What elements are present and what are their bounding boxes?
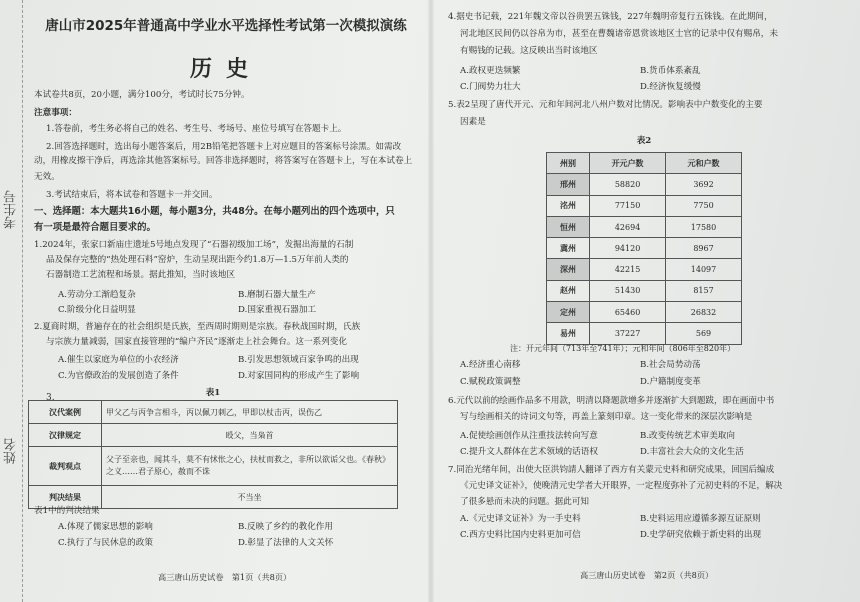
table-cell: 77150 bbox=[590, 195, 666, 216]
page-fold bbox=[428, 0, 434, 602]
table-row bbox=[29, 424, 398, 447]
q1-stem: 石器制造工艺流程和场景。据此推知，当时该地区 bbox=[46, 270, 236, 280]
table-cell: 甲父乙与丙争言相斗，丙以佩刀刺乙，甲即以杖击丙，误伤乙 bbox=[102, 401, 398, 424]
note-line: 无效。 bbox=[34, 172, 60, 182]
q2-option-a[interactable]: A.催生以家庭为单位的小农经济 bbox=[58, 355, 179, 365]
table2 bbox=[546, 152, 742, 345]
table-cell: 58820 bbox=[590, 174, 666, 195]
table2-caption: 表2 bbox=[636, 136, 652, 146]
q1-option-a[interactable]: A.劳动分工渐趋复杂 bbox=[58, 290, 136, 300]
q4-option-c[interactable]: C.门阀势力壮大 bbox=[460, 82, 521, 92]
table-row bbox=[29, 447, 398, 486]
table-cell: 殴父，当枭首 bbox=[102, 424, 398, 447]
q2-option-d[interactable]: D.对家国同构的形成产生了影响 bbox=[238, 371, 360, 381]
q5-option-c[interactable]: C.赋税政策调整 bbox=[460, 377, 521, 387]
table1 bbox=[28, 400, 398, 509]
table-cell: 父子至亲也，闻其斗，莫不有怵怅之心，扶杖而救之，非所以欲诟父也。《春秋》之义……君子原心，赦而不诛 bbox=[102, 447, 398, 486]
table-cell: 裁判观点 bbox=[29, 447, 102, 486]
q7-option-a[interactable]: A.《元史译文证补》为一手史料 bbox=[460, 514, 581, 524]
table-header-row bbox=[547, 153, 742, 174]
q5-stem: 5.表2呈现了唐代开元、元和年间河北八州户数对比情况。影响表中户数变化的主要 bbox=[448, 100, 763, 110]
q7-option-d[interactable]: D.史学研究依赖于新史料的出现 bbox=[640, 530, 762, 540]
q2-option-c[interactable]: C.为官僚政治的发展创造了条件 bbox=[58, 371, 179, 381]
table-cell: 14097 bbox=[666, 259, 742, 280]
table-cell: 42215 bbox=[590, 259, 666, 280]
right-page bbox=[440, 0, 848, 602]
section1-heading-cont: 有一项是最符合题目要求的。 bbox=[34, 222, 156, 233]
q4-option-d[interactable]: D.经济恢复缓慢 bbox=[640, 82, 701, 92]
q2-stem: 与宗族力量减弱，国家直接管理的“编户齐民”逐渐走上社会舞台。这一系列变化 bbox=[46, 337, 347, 347]
q3-option-a[interactable]: A.体现了儒家思想的影响 bbox=[58, 522, 153, 532]
table-row bbox=[547, 195, 742, 216]
table-cell: 37227 bbox=[590, 323, 666, 344]
table-row bbox=[547, 302, 742, 323]
q4-option-a[interactable]: A.政权更迭频繁 bbox=[460, 66, 521, 76]
note-line: 1.答卷前，考生务必将自己的姓名、考生号、考场号、座位号填写在答题卡上。 bbox=[46, 124, 347, 134]
q6-option-d[interactable]: D.丰富社会大众的文化生活 bbox=[640, 447, 744, 457]
table-cell: 17580 bbox=[666, 216, 742, 237]
q4-stem: 4.据史书记载，221年魏文帝以谷贵罢五铢钱，227年魏明帝复行五铢钱。在此期间， bbox=[448, 12, 773, 22]
q5-option-b[interactable]: B.社会局势动荡 bbox=[640, 360, 701, 370]
table-cell: 不当坐 bbox=[102, 486, 398, 509]
q3-option-d[interactable]: D.彰显了法律的人文关怀 bbox=[238, 538, 334, 548]
table-row bbox=[547, 323, 742, 344]
table-cell: 汉代案例 bbox=[29, 401, 102, 424]
q6-stem: 写与绘画相关的诗词文句等，再盖上篆刻印章。这一变化带来的深层次影响是 bbox=[460, 412, 753, 422]
q6-option-c[interactable]: C.提升文人群体在艺术领域的话语权 bbox=[460, 447, 598, 457]
q3-number: 3. bbox=[46, 393, 55, 403]
note-line: 3.考试结束后，将本试卷和答题卡一并交回。 bbox=[46, 190, 218, 200]
table2-note: 注：开元年间（713年至741年）；元和年间（806年至820年） bbox=[510, 344, 736, 353]
table-cell: 深州 bbox=[547, 259, 590, 280]
q5-option-d[interactable]: D.户籍制度变革 bbox=[640, 377, 701, 387]
table1-caption: 表1 bbox=[205, 388, 221, 398]
page-footer: 高三唐山历史试卷 第1页（共8页） bbox=[158, 572, 292, 582]
q4-stem: 河北地区民间仍以谷帛为市，甚至在曹魏诸帝恩赏该地区士官的记录中仅有赐帛，未 bbox=[460, 29, 778, 39]
q5-stem: 因素是 bbox=[460, 117, 486, 127]
q3-option-c[interactable]: C.执行了与民休息的政策 bbox=[58, 538, 153, 548]
table-cell: 洺州 bbox=[547, 195, 590, 216]
q2-stem: 2.夏商时期，普遍存在的社会组织是氏族，至西周时期则是宗族。春秋战国时期，氏族 bbox=[34, 322, 361, 332]
table-row bbox=[547, 259, 742, 280]
table-cell: 8157 bbox=[666, 280, 742, 301]
q6-option-a[interactable]: A.促使绘画创作从注重技法转向写意 bbox=[460, 431, 598, 441]
table-row bbox=[547, 280, 742, 301]
table-header-cell: 州别 bbox=[547, 153, 590, 174]
table-cell: 恒州 bbox=[547, 216, 590, 237]
q4-option-b[interactable]: B.货币体系紊乱 bbox=[640, 66, 701, 76]
q4-stem: 有赐钱的记载。这反映出当时该地区 bbox=[460, 46, 598, 56]
note-line: 2.回答选择题时，选出每小题答案后，用2B铅笔把答题卡上对应题目的答案标号涂黑。如需改 bbox=[46, 142, 402, 152]
notes-heading: 注意事项： bbox=[34, 108, 77, 118]
exam-intro: 本试卷共8页，20小题，满分100分，考试时长75分钟。 bbox=[34, 90, 250, 100]
q1-option-b[interactable]: B.磨制石器大量生产 bbox=[238, 290, 316, 300]
name-label: 姓名 bbox=[4, 438, 19, 464]
q7-option-b[interactable]: B.史料运用应遵循多源互证原则 bbox=[640, 514, 761, 524]
table-cell: 定州 bbox=[547, 302, 590, 323]
table-cell: 42694 bbox=[590, 216, 666, 237]
table-cell: 邢州 bbox=[547, 174, 590, 195]
table-header-cell: 开元户数 bbox=[590, 153, 666, 174]
q1-option-c[interactable]: C.阶级分化日益明显 bbox=[58, 305, 136, 315]
q1-option-d[interactable]: D.国家重视石器加工 bbox=[238, 305, 317, 315]
table-cell: 汉律规定 bbox=[29, 424, 102, 447]
table-cell: 判决结果 bbox=[29, 486, 102, 509]
table-row bbox=[547, 174, 742, 195]
table-cell: 569 bbox=[666, 323, 742, 344]
section1-heading: 一、选择题：本大题共16小题，每小题3分，共48分。在每小题列出的四个选项中，只 bbox=[34, 206, 395, 217]
table-cell: 65460 bbox=[590, 302, 666, 323]
q6-option-b[interactable]: B.改变传统艺术审美取向 bbox=[640, 431, 735, 441]
table-cell: 7750 bbox=[666, 195, 742, 216]
subject-title: 历史 bbox=[189, 57, 262, 82]
table-cell: 冀州 bbox=[547, 238, 590, 259]
q3-stem: 表1中的判决结果 bbox=[34, 506, 100, 516]
q5-option-a[interactable]: A.经济重心南移 bbox=[460, 360, 521, 370]
exam-title: 唐山市2025年普通高中学业水平选择性考试第一次模拟演练 bbox=[45, 18, 407, 34]
q7-stem: 了很多悬而未决的问题。据此可知 bbox=[460, 497, 589, 507]
left-page bbox=[28, 0, 424, 602]
q7-option-c[interactable]: C.西方史料比国内史料更加可信 bbox=[460, 530, 581, 540]
binding-margin bbox=[0, 0, 23, 602]
table-cell: 3692 bbox=[666, 174, 742, 195]
table-header-cell: 元和户数 bbox=[666, 153, 742, 174]
table-cell: 26832 bbox=[666, 302, 742, 323]
q3-option-b[interactable]: B.反映了乡约的教化作用 bbox=[238, 522, 333, 532]
table-row bbox=[547, 216, 742, 237]
table-cell: 51430 bbox=[590, 280, 666, 301]
q2-option-b[interactable]: B.引发思想领域百家争鸣的出现 bbox=[238, 355, 359, 365]
table-cell: 易州 bbox=[547, 323, 590, 344]
q7-stem: 《元史译文证补》，使晚清元史学者大开眼界，一定程度弥补了元初史料的不足，解决 bbox=[460, 481, 783, 491]
table-cell: 8967 bbox=[666, 238, 742, 259]
exam-number-label: 考生号 bbox=[4, 190, 19, 229]
page-footer: 高三唐山历史试卷 第2页（共8页） bbox=[580, 570, 714, 580]
table-cell: 赵州 bbox=[547, 280, 590, 301]
q1-stem: 品及保存完整的“热处理石料”窑炉，生动呈现出距今约1.8万—1.5万年前人类的 bbox=[46, 255, 349, 265]
q1-stem: 1.2024年，张家口新庙庄遗址5号地点发现了“石器初级加工场”，发掘出海量的石制 bbox=[34, 240, 354, 250]
note-line: 动，用橡皮擦干净后，再选涂其他答案标号。回答非选择题时，将答案写在答题卡上，写在本试卷上 bbox=[34, 156, 413, 166]
q6-stem: 6.元代以前的绘画作品多不用款，明清以降题款增多并逐渐扩大到题跋，即在画面中书 bbox=[448, 396, 775, 406]
table-row bbox=[29, 401, 398, 424]
table-cell: 94120 bbox=[590, 238, 666, 259]
table-row bbox=[547, 238, 742, 259]
q7-stem: 7.同治光绪年间，出使大臣洪钧請人翻译了西方有关蒙元史料和研究成果，回国后编成 bbox=[448, 465, 775, 475]
